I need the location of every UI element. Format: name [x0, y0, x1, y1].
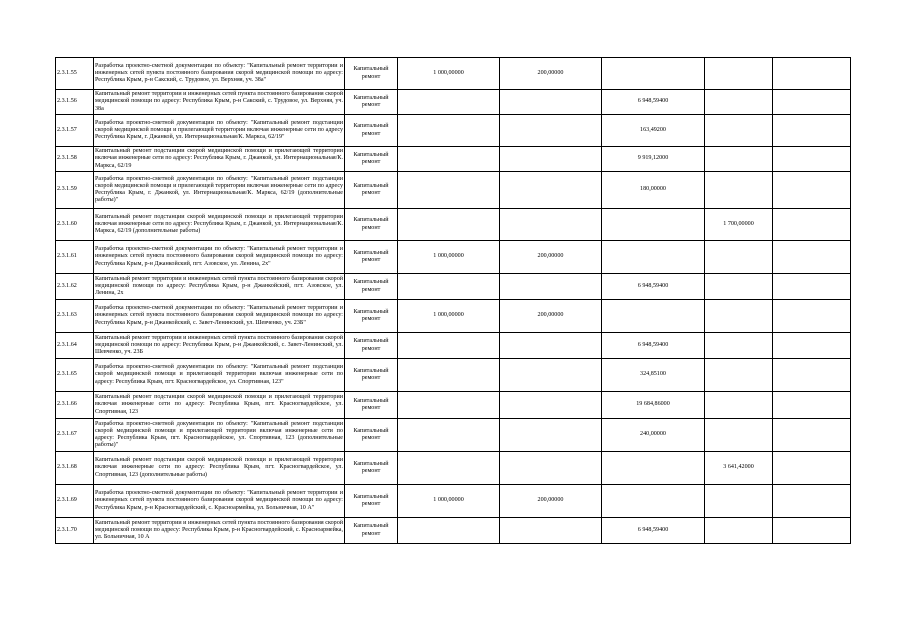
row-value-2: [500, 452, 602, 485]
row-description: Капитальный ремонт подстанции скорой медицинской помощи и прилегающей территории включая инженерные сети по адресу: Республика Крым, г. Джанкой, ул. Интернациональная/К. Маркса, 62/19 (дополнительные работы): [94, 209, 345, 241]
table-row: [56, 300, 851, 333]
row-value-1: [398, 115, 500, 147]
row-work-type: Капитальный ремонт: [345, 359, 398, 392]
row-value-1: [398, 90, 500, 115]
row-value-5: [773, 518, 851, 544]
row-code: 2.3.1.56: [56, 90, 94, 115]
table-row: [56, 241, 851, 274]
row-value-4: [705, 518, 773, 544]
row-code: 2.3.1.63: [56, 300, 94, 333]
row-value-5: [773, 115, 851, 147]
row-description: Капитальный ремонт подстанции скорой медицинской помощи и прилегающей территории включая инженерные сети по адресу: Республика Крым, г. Джанкой, ул. Интернациональная/К. Маркса, 62/19: [94, 147, 345, 172]
table-row: [56, 274, 851, 300]
row-code: 2.3.1.60: [56, 209, 94, 241]
row-work-type: Капитальный ремонт: [345, 172, 398, 209]
row-value-5: [773, 300, 851, 333]
row-code: 2.3.1.55: [56, 58, 94, 90]
row-value-3: 19 684,86000: [602, 392, 705, 419]
table-row: [56, 452, 851, 485]
row-value-5: [773, 485, 851, 518]
row-code: 2.3.1.68: [56, 452, 94, 485]
row-value-3: 6 948,59400: [602, 333, 705, 359]
row-work-type: Капитальный ремонт: [345, 300, 398, 333]
row-code: 2.3.1.62: [56, 274, 94, 300]
row-value-5: [773, 90, 851, 115]
row-description: Разработка проектно-сметной документации по объекту: "Капитальный ремонт подстанции скорой медицинской помощи и прилегающей территории включая инженерные сети по адресу Республика Крым, г. Джанкой, ул. Интернациональная/К. Маркса, 62/19": [94, 115, 345, 147]
row-description: Капитальный ремонт территории и инженерных сетей пункта постоянного базирования скорой медицинской помощи по адресу: Республика Крым, р-н Джанкойский, пгт. Азовское, ул. Ленина, 2х: [94, 274, 345, 300]
row-value-1: [398, 147, 500, 172]
row-value-3: [602, 452, 705, 485]
row-value-1: [398, 274, 500, 300]
row-work-type: Капитальный ремонт: [345, 209, 398, 241]
table-row: [56, 419, 851, 452]
row-code: 2.3.1.64: [56, 333, 94, 359]
row-work-type: Капитальный ремонт: [345, 115, 398, 147]
row-value-1: 1 000,00000: [398, 241, 500, 274]
row-work-type: Капитальный ремонт: [345, 452, 398, 485]
row-value-5: [773, 58, 851, 90]
row-value-3: [602, 241, 705, 274]
row-code: 2.3.1.57: [56, 115, 94, 147]
row-value-5: [773, 452, 851, 485]
row-value-5: [773, 274, 851, 300]
row-description: Разработка проектно-сметной документации по объекту: "Капитальный ремонт территории и инженерных сетей пункта постоянного базирования скорой медицинской помощи по адресу: Республика Крым, р-н Джанкойский, с. Завет-Ленинский, ул. Шевченко, уч. 23Б": [94, 300, 345, 333]
row-value-4: [705, 115, 773, 147]
row-description: Разработка проектно-сметной документации по объекту: "Капитальный ремонт территории и инженерных сетей пункта постоянного базирования скорой медицинской помощи по адресу: Республика Крым, р-н Красногвардейский, с. Красноармейка, ул. Больничная, 10 А": [94, 485, 345, 518]
row-value-2: [500, 359, 602, 392]
row-value-2: [500, 392, 602, 419]
row-value-5: [773, 172, 851, 209]
row-value-1: [398, 518, 500, 544]
row-description: Капитальный ремонт территории и инженерных сетей пункта постоянного базирования скорой медицинской помощи по адресу: Республика Крым, р-н Джанкойский, с. Завет-Ленинский, ул. Шевченко, уч. 23Б: [94, 333, 345, 359]
row-value-3: 6 948,59400: [602, 274, 705, 300]
row-code: 2.3.1.59: [56, 172, 94, 209]
row-work-type: Капитальный ремонт: [345, 147, 398, 172]
row-value-4: [705, 90, 773, 115]
row-value-2: [500, 115, 602, 147]
row-description: Разработка проектно-сметной документации по объекту: "Капитальный ремонт подстанции скорой медицинской помощи и прилегающей территории включая инженерные сети по адресу Республика Крым, г. Джанкой, ул. Интернациональная/К. Маркса, 62/19 (дополнительные работы)": [94, 172, 345, 209]
row-work-type: Капитальный ремонт: [345, 333, 398, 359]
row-value-4: [705, 172, 773, 209]
row-description: Разработка проектно-сметной документации по объекту: "Капитальный ремонт территории и инженерных сетей пункта постоянного базирования скорой медицинской помощи по адресу: Республика Крым, р-н Сакский, с. Трудовое, ул. Верхняя, уч. 38а": [94, 58, 345, 90]
row-value-3: [602, 58, 705, 90]
row-value-3: [602, 209, 705, 241]
row-work-type: Капитальный ремонт: [345, 392, 398, 419]
row-value-4: [705, 359, 773, 392]
table-row: [56, 359, 851, 392]
row-value-4: [705, 241, 773, 274]
row-value-1: [398, 333, 500, 359]
row-work-type: Капитальный ремонт: [345, 518, 398, 544]
row-value-2: [500, 209, 602, 241]
row-value-1: 1 000,00000: [398, 58, 500, 90]
row-value-2: [500, 518, 602, 544]
row-work-type: Капитальный ремонт: [345, 419, 398, 452]
row-value-5: [773, 241, 851, 274]
row-value-3: [602, 300, 705, 333]
row-value-3: [602, 485, 705, 518]
row-value-3: 6 948,59400: [602, 518, 705, 544]
row-value-5: [773, 392, 851, 419]
row-value-2: [500, 274, 602, 300]
row-value-5: [773, 419, 851, 452]
row-code: 2.3.1.58: [56, 147, 94, 172]
row-value-4: 3 641,42000: [705, 452, 773, 485]
row-work-type: Капитальный ремонт: [345, 485, 398, 518]
table-row: [56, 90, 851, 115]
row-code: 2.3.1.66: [56, 392, 94, 419]
row-value-4: [705, 419, 773, 452]
row-value-1: [398, 452, 500, 485]
row-value-3: 180,00000: [602, 172, 705, 209]
row-value-3: 240,00000: [602, 419, 705, 452]
row-value-4: [705, 333, 773, 359]
row-value-1: [398, 209, 500, 241]
row-description: Разработка проектно-сметной документации по объекту: "Капитальный ремонт территории и инженерных сетей пункта постоянного базирования скорой медицинской помощи по адресу: Республика Крым, р-н Джанкойский, пгт. Азовское, ул. Ленина, 2х": [94, 241, 345, 274]
row-value-1: [398, 359, 500, 392]
table-row: [56, 147, 851, 172]
row-value-2: [500, 419, 602, 452]
row-value-4: [705, 300, 773, 333]
row-code: 2.3.1.70: [56, 518, 94, 544]
row-value-3: 9 919,12000: [602, 147, 705, 172]
row-value-1: [398, 172, 500, 209]
row-value-2: 200,00000: [500, 58, 602, 90]
row-code: 2.3.1.65: [56, 359, 94, 392]
row-description: Капитальный ремонт территории и инженерных сетей пункта постоянного базирования скорой медицинской помощи по адресу: Республика Крым, р-н Сакский, с. Трудовое, ул. Верхняя, уч. 38а: [94, 90, 345, 115]
row-code: 2.3.1.61: [56, 241, 94, 274]
row-value-3: 163,49200: [602, 115, 705, 147]
row-value-5: [773, 209, 851, 241]
row-value-1: [398, 419, 500, 452]
row-value-4: [705, 392, 773, 419]
table-row: [56, 172, 851, 209]
row-work-type: Капитальный ремонт: [345, 58, 398, 90]
row-value-5: [773, 147, 851, 172]
table-row: [56, 392, 851, 419]
row-value-2: 200,00000: [500, 300, 602, 333]
row-value-1: [398, 392, 500, 419]
row-value-2: [500, 172, 602, 209]
row-work-type: Капитальный ремонт: [345, 241, 398, 274]
table-row: [56, 58, 851, 90]
table-row: [56, 518, 851, 544]
row-work-type: Капитальный ремонт: [345, 90, 398, 115]
table-row: [56, 209, 851, 241]
row-value-2: [500, 90, 602, 115]
table-body: [56, 58, 851, 544]
row-value-4: [705, 485, 773, 518]
row-code: 2.3.1.69: [56, 485, 94, 518]
row-value-4: [705, 147, 773, 172]
row-description: Капитальный ремонт подстанции скорой медицинской помощи и прилегающей территории включая инженерные сети по адресу: Республика Крым, пгт. Красногвардейское, ул. Спортивная, 123: [94, 392, 345, 419]
row-description: Капитальный ремонт подстанции скорой медицинской помощи и прилегающей территории включая инженерные сети по адресу: Республика Крым, пгт. Красногвардейское, ул. Спортивная, 123 (дополнительные работы): [94, 452, 345, 485]
row-description: Разработка проектно-сметной документации по объекту: "Капитальный ремонт подстанции скорой медицинской помощи и прилегающей территории включая инженерные сети по адресу: Республика Крым, пгт. Красногвардейское, ул. Спортивная, 123": [94, 359, 345, 392]
row-value-2: [500, 333, 602, 359]
row-value-4: [705, 58, 773, 90]
table-row: [56, 333, 851, 359]
table-row: [56, 485, 851, 518]
row-value-2: 200,00000: [500, 241, 602, 274]
budget-table: [55, 57, 851, 544]
row-work-type: Капитальный ремонт: [345, 274, 398, 300]
row-code: 2.3.1.67: [56, 419, 94, 452]
row-value-3: 324,85100: [602, 359, 705, 392]
row-value-4: 1 700,00000: [705, 209, 773, 241]
row-description: Разработка проектно-сметной документации по объекту: "Капитальный ремонт подстанции скорой медицинской помощи и прилегающей территории включая инженерные сети по адресу: Республика Крым, пгт. Красногвардейское, ул. Спортивная, 123 (дополнительные работы)": [94, 419, 345, 452]
table-row: [56, 115, 851, 147]
row-value-4: [705, 274, 773, 300]
row-value-1: 1 000,00000: [398, 485, 500, 518]
row-value-3: 6 948,59400: [602, 90, 705, 115]
row-description: Капитальный ремонт территории и инженерных сетей пункта постоянного базирования скорой медицинской помощи по адресу: Республика Крым, р-н Красногвардейский, с. Красноармейка, ул. Больничная, 10 А: [94, 518, 345, 544]
row-value-2: 200,00000: [500, 485, 602, 518]
row-value-1: 1 000,00000: [398, 300, 500, 333]
row-value-5: [773, 359, 851, 392]
row-value-2: [500, 147, 602, 172]
row-value-5: [773, 333, 851, 359]
